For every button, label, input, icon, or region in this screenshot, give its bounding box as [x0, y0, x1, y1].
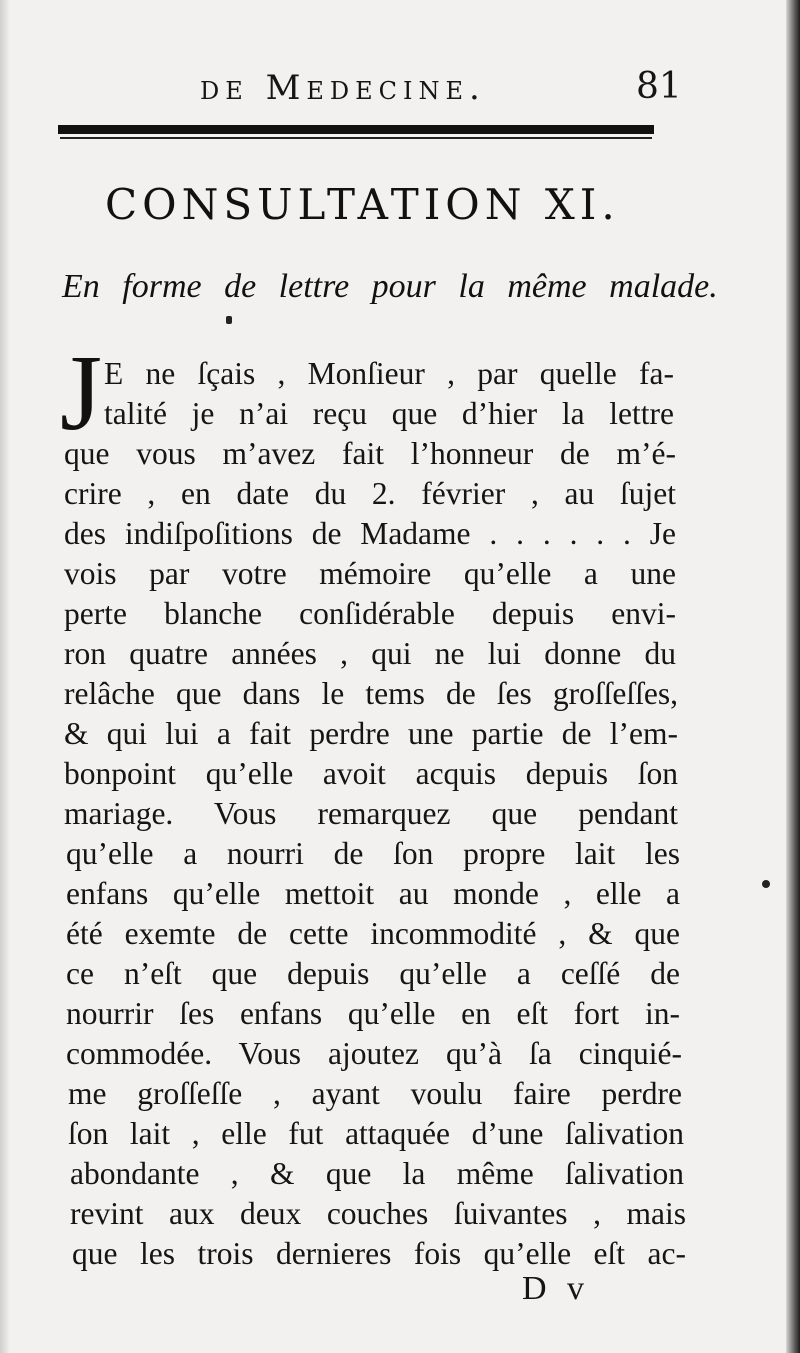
text-line: ron quatre années , qui ne lui donne du: [64, 636, 676, 671]
text-line: ſon lait , elle fut attaquée d’une ſalivation: [68, 1116, 684, 1151]
catchword: D v: [522, 1270, 591, 1307]
header-rule-thick: [58, 125, 654, 134]
running-head: de Medecine.: [200, 68, 486, 108]
ink-speck: [762, 880, 770, 888]
consultation-title: CONSULTATION XI.: [105, 180, 620, 229]
consultation-subtitle: En forme de lettre pour la même malade.: [62, 268, 718, 305]
text-line: bonpoint qu’elle avoit acquis depuis ſon: [64, 756, 678, 791]
text-line: des indiſpoſitions de Madame . . . . . . Je: [64, 516, 676, 551]
text-line: abondante , & que la même ſalivation: [70, 1156, 684, 1191]
text-line: que vous m’avez fait l’honneur de m’é-: [64, 436, 676, 471]
text-line: vois par votre mémoire qu’elle a une: [64, 556, 676, 591]
text-line: enfans qu’elle mettoit au monde , elle a: [66, 876, 680, 911]
text-line: crire , en date du 2. février , au ſujet: [64, 476, 676, 511]
text-line: mariage. Vous remarquez que pendant: [64, 796, 678, 831]
text-line: relâche que dans le tems de ſes groſſeſſes,: [64, 676, 678, 711]
text-line: que les trois dernieres fois qu’elle eſt ac-: [72, 1236, 686, 1271]
text-line: revint aux deux couches ſuivantes , mais: [70, 1196, 686, 1231]
page-number: 81: [636, 66, 682, 107]
text-line: qu’elle a nourri de ſon propre lait les: [66, 836, 680, 871]
text-line: me groſſeſſe , ayant voulu faire perdre: [68, 1076, 682, 1111]
text-line: E ne ſçais , Monſieur , par quelle fa-: [104, 356, 674, 391]
header-rule-thin: [60, 137, 652, 139]
text-line: nourrir ſes enfans qu’elle en eſt fort in-: [66, 996, 680, 1031]
drop-cap: J: [60, 334, 103, 453]
text-line: & qui lui a fait perdre une partie de l’em-: [64, 716, 678, 751]
text-line: perte blanche conſidérable depuis envi-: [64, 596, 676, 631]
text-line: ce n’eſt que depuis qu’elle a ceſſé de: [66, 956, 680, 991]
ornament-dot: [226, 316, 232, 324]
binding-edge: [786, 0, 800, 1353]
text-line: talité je n’ai reçu que d’hier la lettre: [104, 396, 674, 431]
text-line: commodée. Vous ajoutez qu’à ſa cinquié-: [66, 1036, 682, 1071]
text-line: été exemte de cette incommodité , & que: [66, 916, 680, 951]
page-left-shadow: [0, 0, 10, 1353]
